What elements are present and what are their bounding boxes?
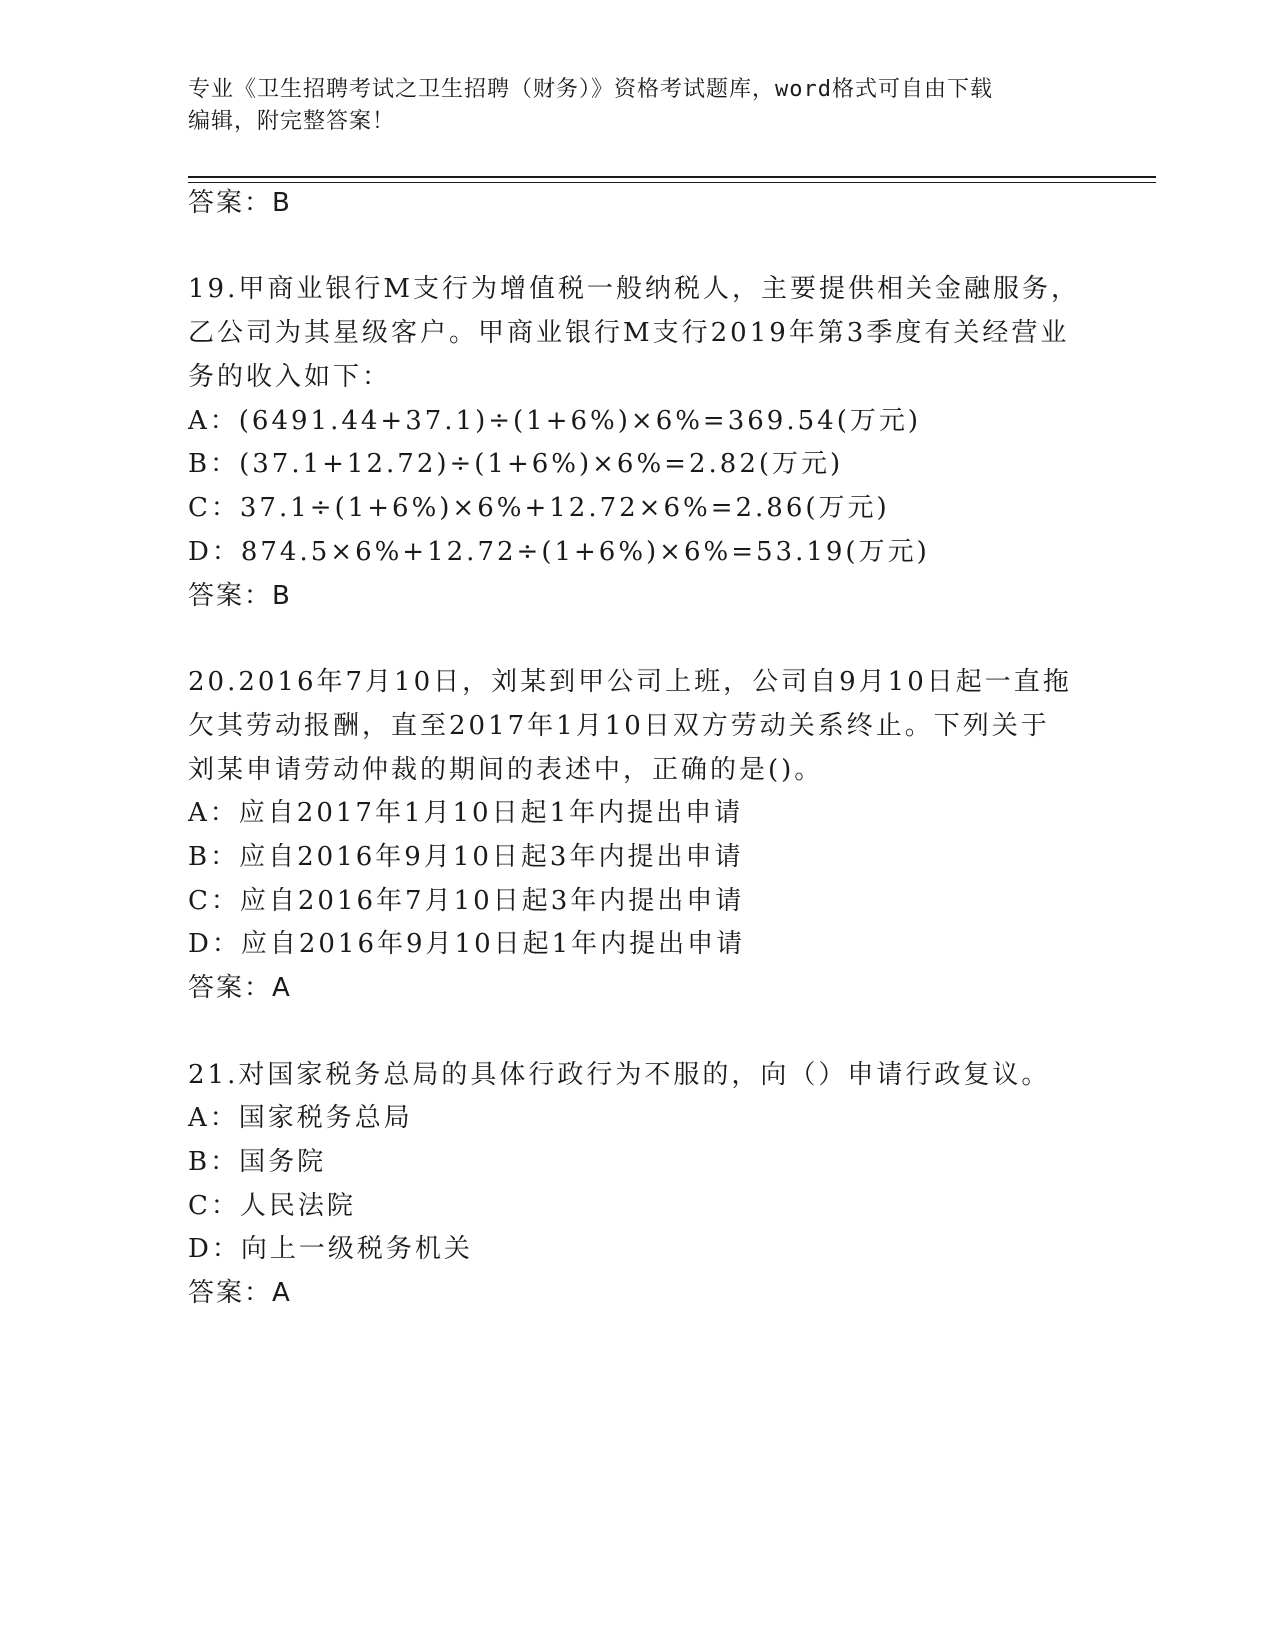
q19-option-b: B：(37.1+12.72)÷(1+6%)×6%=2.82(万元) [188,449,844,479]
q20-stem-line-2: 欠其劳动报酬，直至2017年1月10日双方劳动关系终止。下列关于 [188,711,1050,741]
q20-option-c: C：应自2016年7月10日起3年内提出申请 [188,886,745,916]
q21-option-a: A：国家税务总局 [188,1103,413,1133]
q20-answer: 答案：A [188,973,292,1003]
q19-option-c: C：37.1÷(1+6%)×6%+12.72×6%=2.86(万元) [188,493,890,523]
q19-answer: 答案：B [188,581,292,611]
q21-option-d: D：向上一级税务机关 [188,1234,473,1264]
q20-option-b: B：应自2016年9月10日起3年内提出申请 [188,842,744,872]
q19-stem-line-1: 19.甲商业银行M支行为增值税一般纳税人，主要提供相关金融服务， [188,274,1080,304]
q21-option-b: B：国务院 [188,1147,327,1177]
q19-option-d: D：874.5×6%+12.72÷(1+6%)×6%=53.19(万元) [188,537,930,567]
q20-stem-line-3: 刘某申请劳动仲裁的期间的表述中，正确的是()。 [188,755,824,785]
q21-option-c: C：人民法院 [188,1191,356,1221]
document-header [188,74,1088,138]
q19-stem-line-2: 乙公司为其星级客户。甲商业银行M支行2019年第3季度有关经营业 [188,318,1070,348]
header-divider-thin [188,182,1156,183]
q20-stem-line-1: 20.2016年7月10日，刘某到甲公司上班，公司自9月10日起一直拖 [188,667,1072,697]
q21-answer: 答案：A [188,1278,292,1308]
answer-previous: 答案：B [188,188,292,218]
header-line-2: 编辑，附完整答案！ [188,109,396,134]
q20-option-a: A：应自2017年1月10日起1年内提出申请 [188,798,744,828]
q21-stem-line-1: 21.对国家税务总局的具体行政行为不服的，向（）申请行政复议。 [188,1060,1051,1090]
q19-stem-line-3: 务的收入如下： [188,362,392,392]
header-divider-thick [188,176,1156,178]
q19-option-a: A：(6491.44+37.1)÷(1+6%)×6%=369.54(万元) [188,406,921,436]
header-line-1: 专业《卫生招聘考试之卫生招聘（财务）》资格考试题库，word格式可自由下载 [188,77,993,102]
q20-option-d: D：应自2016年9月10日起1年内提出申请 [188,929,746,959]
